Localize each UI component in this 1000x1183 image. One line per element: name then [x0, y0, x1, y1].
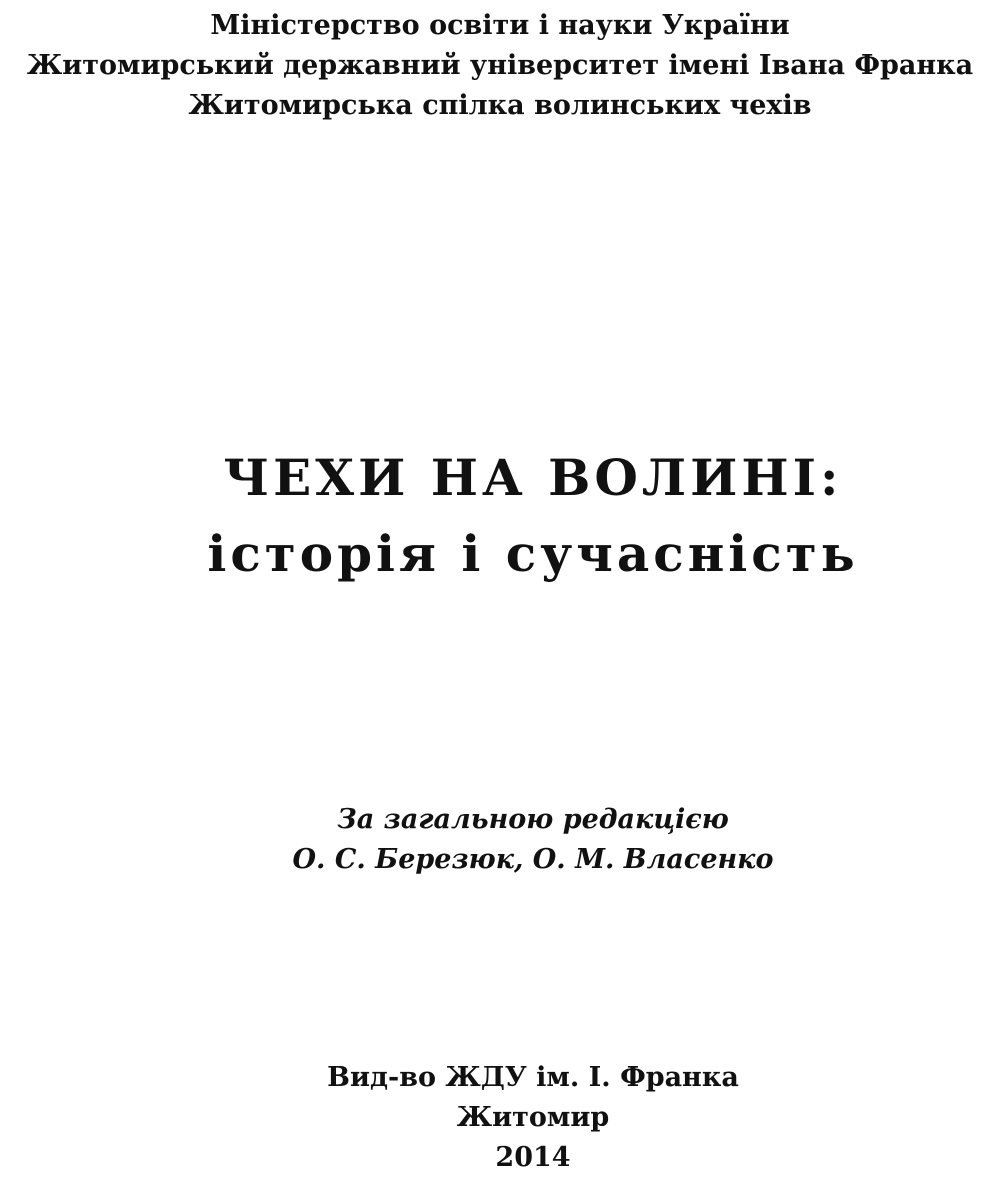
- publication-year: 2014: [495, 1142, 571, 1173]
- publication-city: Житомир: [456, 1102, 610, 1133]
- editors-label: За загальною редакцією: [337, 804, 729, 835]
- ministry-name: Міністерство освіти і науки України: [210, 10, 790, 41]
- union-name: Житомирська спілка волинських чехів: [188, 90, 812, 121]
- editors-names: О. С. Березюк, О. М. Власенко: [292, 844, 774, 875]
- publisher-name: Вид-во ЖДУ ім. І. Франка: [327, 1062, 739, 1093]
- institutions-header: [0, 6, 1000, 126]
- book-subtitle: історія і сучасність: [207, 524, 859, 583]
- university-name: Житомирський державний університет імені Івана Франка: [26, 50, 974, 81]
- editors-block: [33, 800, 1000, 880]
- book-title-main: ЧЕХИ НА ВОЛИНІ:: [223, 448, 843, 507]
- imprint-block: [33, 1058, 1000, 1178]
- book-title: [33, 440, 1000, 592]
